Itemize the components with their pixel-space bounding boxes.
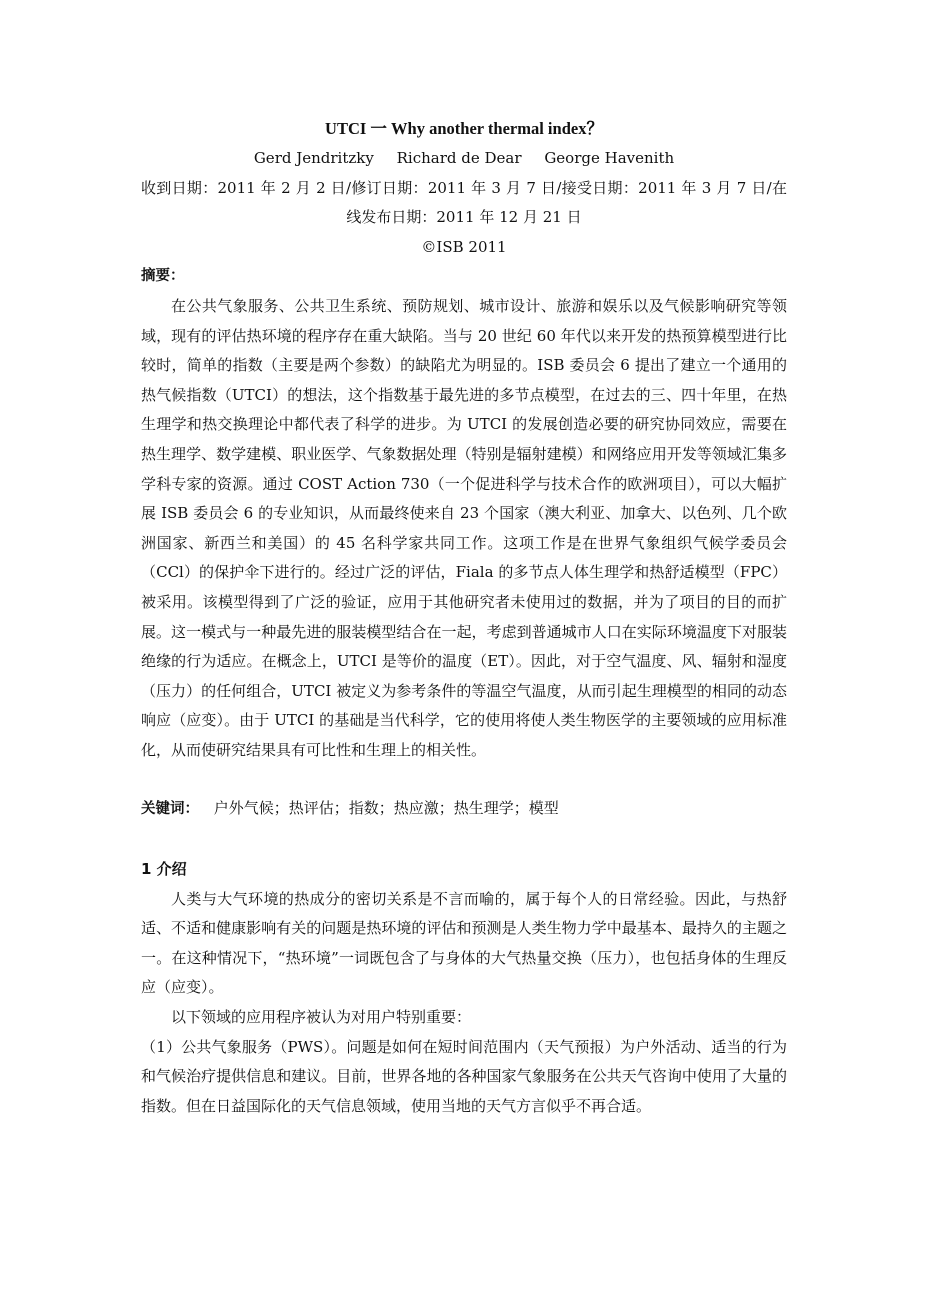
keywords-text: 户外气候；热评估；指数；热应激；热生理学；模型 (213, 799, 559, 818)
author-name: Gerd Jendritzky (253, 149, 374, 167)
keywords-label: 关键词： (141, 801, 199, 818)
author-list (141, 144, 787, 174)
introduction-paragraph: 人类与大气环境的热成分的密切关系是不言而喻的，属于每个人的日常经验。因此，与热舒适、不适和健康影响有关的问题是热环境的评估和预测是人类生物力学中最基本、最持久的主题之一。在这种情况下，“热环境”一词既包含了与身体的大气热量交换（压力），也包括身体的生理反应（应变）。 (141, 889, 787, 997)
author-name: Richard de Dear (396, 149, 522, 167)
document-body (141, 114, 787, 1121)
copyright-notice: ©ISB 2011 (421, 237, 507, 256)
keywords-line (141, 794, 787, 825)
section-heading-introduction: 1 介绍 (141, 860, 187, 879)
paper-title: UTCI 一 Why another thermal index？ (325, 119, 603, 138)
publication-dates: 收到日期：2011 年 2 月 2 日/修订日期：2011 年 3 月 7 日/接受日期：2011 年 3 月 7 日/在线发布日期：2011 年 12 月 21 日 (141, 178, 787, 227)
author-name: George Havenith (544, 149, 675, 167)
introduction-list-item: （1）公共气象服务（PWS）。问题是如何在短时间范围内（天气预报）为户外活动、适当的行为和气候治疗提供信息和建议。目前，世界各地的各种国家气象服务在公共天气咨询中使用了大量的指数。但在日益国际化的天气信息领域，使用当地的天气方言似乎不再合适。 (141, 1037, 787, 1115)
abstract-text: 在公共气象服务、公共卫生系统、预防规划、城市设计、旅游和娱乐以及气候影响研究等领域，现有的评估热环境的程序存在重大缺陷。当与 20 世纪 60 年代以来开发的热预算模型进行比较时，简单的指数（主要是两个参数）的缺陷尤为明显的。ISB 委员会 6 提出了建立一个通用的热气候指数（UTCI）的想法，这个指数基于最先进的多节点模型，在过去的三、四十年里，在热生理学和热交换理论中都代表了科学的进步。为 UTCI 的发展创造必要的研究协同效应，需要在热生理学、数学建模、职业医学、气象数据处理（特别是辐射建模）和网络应用开发等领域汇集多学科专家的资源。通过 COST Action 730（一个促进科学与技术合作的欧洲项目），可以大幅扩展 ISB 委员会 6 的专业知识，从而最终使来自 23 个国家（澳大利亚、加拿大、以色列、几个欧洲国家、新西兰和美国）的 45 名科学家共同工作。这项工作是在世界气象组织气候学委员会（CCl）的保护伞下进行的。经过广泛的评估，Fiala 的多节点人体生理学和热舒适模型（FPC）被采用。该模型得到了广泛的验证，应用于其他研究者未使用过的数据，并为了项目的目的而扩展。这一模式与一种最先进的服装模型结合在一起，考虑到普通城市人口在实际环境温度下对服装绝缘的行为适应。在概念上，UTCI 是等价的温度（ET）。因此，对于空气温度、风、辐射和湿度（压力）的任何组合，UTCI 被定义为参考条件的等温空气温度，从而引起生理模型的相同的动态响应（应变）。由于 UTCI 的基础是当代科学，它的使用将使人类生物医学的主要领域的应用标准化，从而使研究结果具有可比性和生理上的相关性。 (141, 296, 787, 759)
abstract-heading: 摘要： (141, 268, 185, 285)
introduction-paragraph: 以下领域的应用程序被认为对用户特别重要： (171, 1008, 472, 1027)
